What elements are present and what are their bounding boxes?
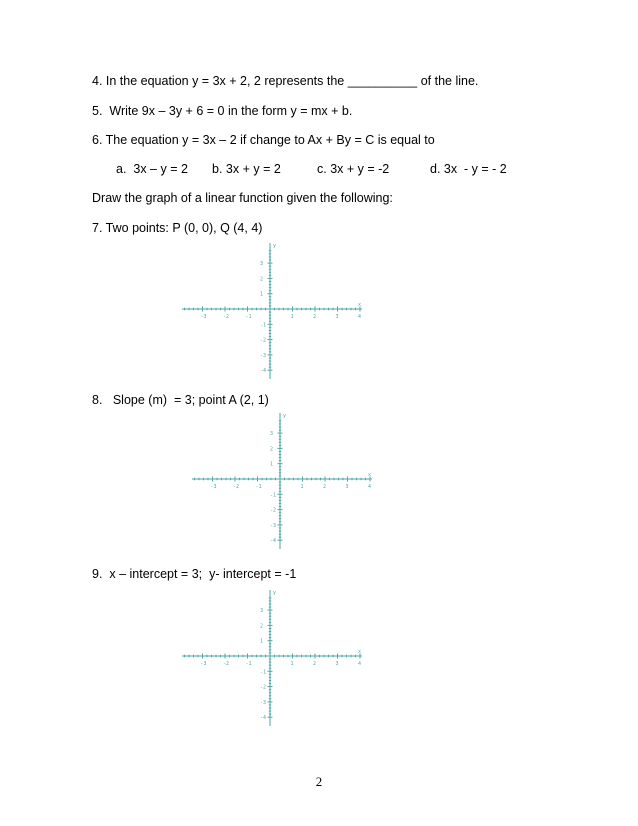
x-tick-label: -1: [245, 661, 252, 667]
x-tick-label: 3: [345, 484, 349, 490]
x-tick-label: 4: [368, 484, 372, 490]
question-7: 7. Two points: P (0, 0), Q (4, 4): [92, 221, 263, 235]
y-tick-label: 1: [270, 461, 274, 468]
x-tick-label: 4: [358, 314, 362, 320]
choice-b: b. 3x + y = 2: [212, 162, 281, 176]
y-tick-label: 1: [260, 638, 264, 645]
y-tick-label: 3: [260, 608, 264, 615]
x-tick-label: -1: [255, 484, 262, 490]
x-tick-label: -2: [223, 661, 230, 667]
y-axis-label: y: [273, 590, 277, 596]
y-tick-label: 2: [260, 276, 264, 283]
y-tick-label: 3: [260, 261, 264, 268]
x-tick-label: -2: [223, 314, 230, 320]
instruction: Draw the graph of a linear function given the following:: [92, 191, 393, 205]
x-axis-label: x: [358, 649, 362, 655]
y-tick-label: -4: [270, 538, 277, 545]
y-tick-label: -2: [260, 684, 267, 691]
x-tick-label: -3: [200, 661, 207, 667]
x-tick-label: -2: [233, 484, 240, 490]
y-tick-label: -4: [260, 715, 267, 722]
x-tick-label: 2: [313, 661, 317, 667]
choice-c: c. 3x + y = -2: [317, 162, 390, 176]
y-tick-label: -1: [270, 492, 277, 499]
page-number: 2: [315, 774, 323, 789]
question-5: 5. Write 9x – 3y + 6 = 0 in the form y = mx + b.: [92, 104, 353, 118]
y-axis-label: y: [283, 413, 287, 419]
y-tick-label: -3: [270, 522, 277, 529]
x-tick-label: 2: [313, 314, 317, 320]
x-tick-label: 2: [323, 484, 327, 490]
question-6: 6. The equation y = 3x – 2 if change to Ax + By = C is equal to: [92, 133, 435, 147]
y-tick-label: -1: [260, 669, 267, 676]
y-tick-label: 3: [270, 431, 274, 438]
x-tick-label: 4: [358, 661, 362, 667]
y-tick-label: -4: [260, 368, 267, 375]
y-tick-label: 2: [270, 446, 274, 453]
y-tick-label: -3: [260, 352, 267, 359]
x-tick-label: 3: [335, 314, 339, 320]
y-tick-label: -1: [260, 322, 267, 329]
y-tick-label: -3: [260, 699, 267, 706]
choice-a: a. 3x – y = 2: [116, 162, 188, 176]
y-tick-label: 1: [260, 291, 264, 298]
x-tick-label: 1: [300, 484, 304, 490]
coordinate-grid-q8: [185, 415, 375, 550]
x-tick-label: -3: [210, 484, 217, 490]
y-tick-label: 2: [260, 623, 264, 630]
question-4: 4. In the equation y = 3x + 2, 2 represents the __________ of the line.: [92, 74, 479, 88]
x-axis-label: x: [368, 472, 372, 478]
y-tick-label: -2: [270, 507, 277, 514]
x-tick-label: 3: [335, 661, 339, 667]
choice-d: d. 3x - y = - 2: [430, 162, 507, 176]
x-tick-label: 1: [290, 314, 294, 320]
question-9: 9. x – intercept = 3; y- intercept = -1: [92, 567, 297, 581]
question-8: 8. Slope (m) = 3; point A (2, 1): [92, 393, 269, 407]
x-tick-label: -3: [200, 314, 207, 320]
x-tick-label: 1: [290, 661, 294, 667]
y-tick-label: -2: [260, 337, 267, 344]
coordinate-grid-q7: [175, 245, 365, 380]
x-tick-label: -1: [245, 314, 252, 320]
x-axis-label: x: [358, 302, 362, 308]
y-axis-label: y: [273, 243, 277, 249]
coordinate-grid-q9: [175, 592, 365, 727]
